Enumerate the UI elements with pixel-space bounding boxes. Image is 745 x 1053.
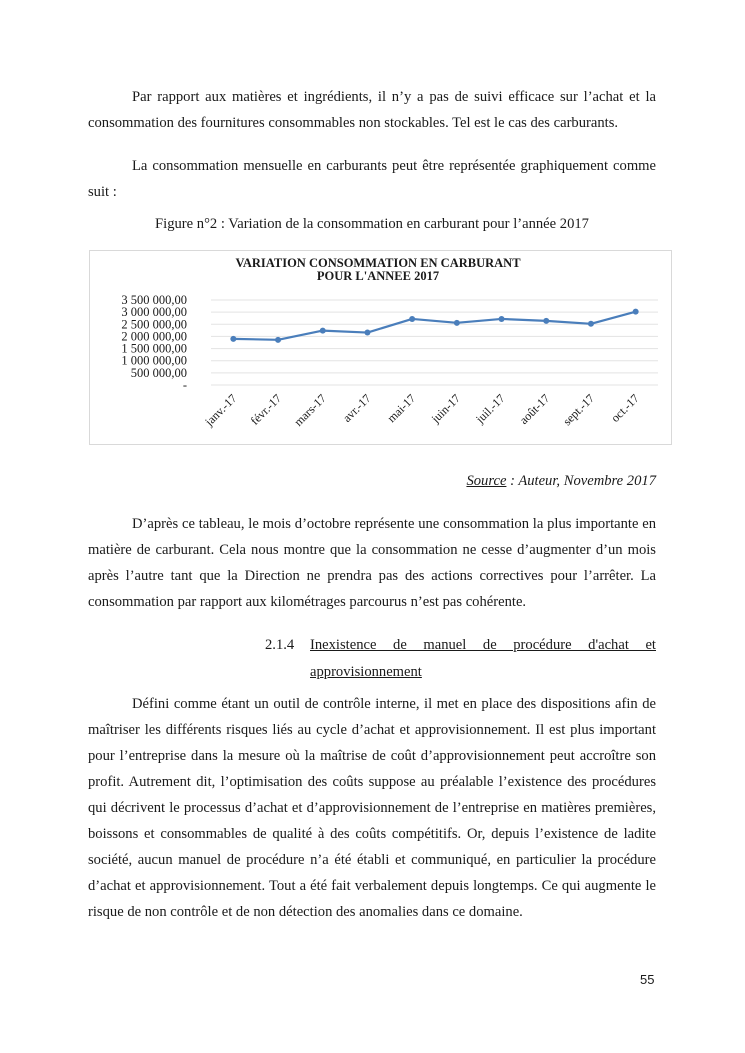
data-point (409, 316, 415, 322)
chart-series (230, 309, 638, 343)
section-title: Inexistence de manuel de procédure d'achat et approvisionnement (310, 637, 656, 680)
chart-title-line1: VARIATION CONSOMMATION EN CARBURANT (235, 256, 521, 270)
data-point (230, 336, 236, 342)
data-point (275, 337, 281, 343)
x-tick-label: août-17 (516, 391, 553, 428)
y-tick-label: 3 500 000,00 (121, 293, 187, 307)
y-tick-label: 3 000 000,00 (121, 305, 187, 320)
chart-title-line2: POUR L'ANNEE 2017 (316, 269, 440, 283)
source-text: : Auteur, Novembre 2017 (506, 473, 656, 489)
chart-svg (90, 251, 671, 444)
y-tick-label: 1 500 000,00 (121, 341, 187, 356)
series-line (233, 312, 635, 340)
data-point (588, 321, 594, 327)
page-number: 55 (640, 972, 655, 987)
data-point (633, 309, 639, 315)
chart-y-axis (121, 293, 187, 392)
chart-x-axis (201, 391, 641, 429)
data-point (454, 320, 460, 326)
figure-caption: Figure n°2 : Variation de la consommation en carburant pour l’année 2017 (155, 216, 589, 232)
y-tick-label: 2 500 000,00 (121, 317, 187, 332)
source-note (466, 470, 656, 492)
x-tick-label: avr.-17 (339, 391, 374, 425)
data-point (543, 318, 549, 324)
data-point (499, 316, 505, 322)
y-tick-label: 500 000,00 (130, 365, 187, 380)
data-point (320, 328, 326, 334)
y-tick-label: 1 000 000,00 (121, 353, 187, 368)
data-point (364, 330, 370, 336)
x-tick-label: juin-17 (428, 391, 463, 426)
y-tick-label: 2 000 000,00 (121, 329, 187, 344)
paragraph-procedure-manual: Défini comme étant un outil de contrôle interne, il met en place des dispositions afin de maîtriser les différents risques liés au cycle d’achat et approvisionnement. Il est plus important pour l’entreprise dans la mesure où la maîtrise de coût d’approvisionnement peut accroître son profit. Autrement dit, l’optimisation des coûts suppose au préalable l’existence des procédures qui décrivent le processus d’achat et d’approvisionnement de l’entreprise en matières premières, boissons et consommables de qualité à des coûts compétitifs. Or, depuis l’existence de ladite société, aucun manuel de procédure n’a été établi et communiqué, en particulier la procédure d’achat et approvisionnement. Tout a été fait verbalement depuis longtemps. Ce qui augmente le risque de non contrôle et de non détection des anomalies dans ce domaine. (88, 696, 656, 920)
x-tick-label: oct.-17 (608, 391, 642, 425)
paragraph-fuel-tracking: Par rapport aux matières et ingrédients, il n’y a pas de suivi efficace sur l’achat et la consommation des fournitures consommables non stockables. Tel est le cas des carburants. (88, 89, 656, 131)
source-label: Source (466, 473, 507, 489)
x-tick-label: juil.-17 (473, 391, 508, 426)
section-number: 2.1.4 (265, 637, 295, 653)
paragraph-october-analysis: D’après ce tableau, le mois d’octobre représente une consommation la plus importante en matière de carburant. Cela nous montre que la consommation ne cesse d’augmenter d’un mois après l’autre tant que la Direction ne prendra pas des actions correctives pour l’arrêter. La consommation par rapport aux kilométrages parcourus n’est pas cohérente. (88, 516, 656, 610)
paragraph-monthly-consumption: La consommation mensuelle en carburants peut être représentée graphiquement comme suit : (88, 158, 656, 200)
x-tick-label: mars-17 (291, 391, 329, 429)
y-tick-label: - (182, 378, 187, 392)
x-tick-label: févr.-17 (247, 391, 285, 428)
x-tick-label: janv.-17 (202, 391, 240, 429)
x-tick-label: sept.-17 (560, 391, 598, 429)
x-tick-label: mai-17 (384, 391, 419, 426)
fuel-consumption-chart (89, 250, 672, 445)
